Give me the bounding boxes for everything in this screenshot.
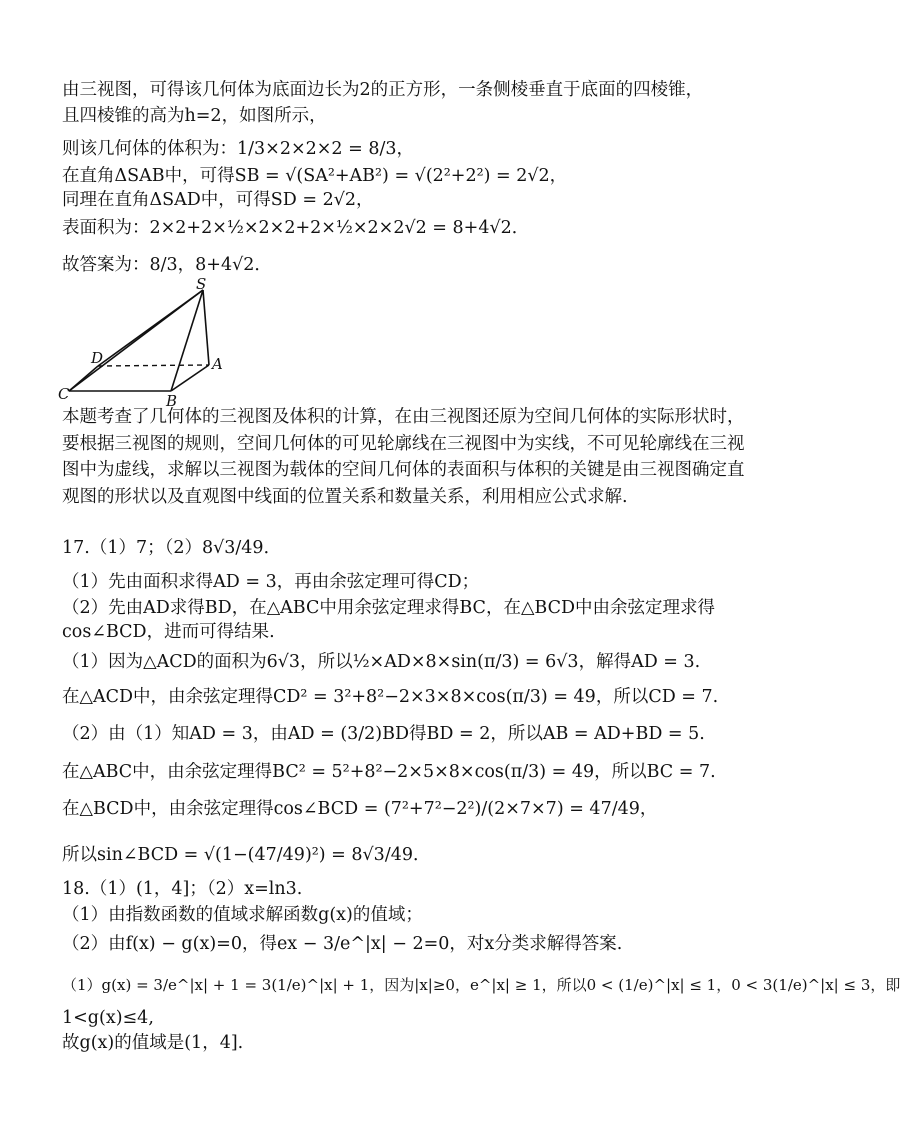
volume-line: 则该几何体的体积为：1/3×2×2×2 = 8/3，	[62, 139, 415, 159]
edge-sd	[98, 290, 203, 366]
label-c: C	[58, 385, 70, 403]
edge-da-hidden	[98, 365, 209, 366]
edge-ba	[171, 365, 209, 391]
surface-area-line: 表面积为：2×2+2×½×2×2+2×½×2×2√2 = 8+4√2．	[62, 218, 530, 238]
q17-step-5: 在△BCD中，由余弦定理得cos∠BCD = (7²+7²−2²)/(2×7×7) = 47/49，	[62, 799, 658, 819]
answer-line: 故答案为：8/3，8+4√2．	[62, 255, 272, 275]
label-d: D	[91, 349, 104, 367]
edge-cd	[69, 366, 98, 391]
q17-step-2: 在△ACD中，由余弦定理得CD² = 3²+8²−2×3×8×cos(π/3) = 49，所以CD = 7.	[62, 687, 719, 707]
label-b: B	[166, 392, 178, 410]
q17-hint-2: （2）先由AD求得BD，在△ABC中用余弦定理求得BC，在△BCD中由余弦定理求得	[62, 598, 716, 618]
q17-step-4: 在△ABC中，由余弦定理得BC² = 5²+8²−2×5×8×cos(π/3) = 49，所以BC = 7.	[62, 762, 716, 782]
q18-step-2: 1<g(x)≤4,	[62, 1008, 154, 1028]
label-s: S	[196, 275, 207, 293]
q18-conclusion: 故g(x)的值域是(1，4].	[62, 1033, 244, 1053]
q17-step-1: （1）因为△ACD的面积为6√3，所以½×AD×8×sin(π/3) = 6√3，解得AD = 3.	[62, 652, 701, 672]
q17-hint-1: （1）先由面积求得AD = 3，再由余弦定理可得CD；	[62, 572, 480, 592]
sd-line: 同理在直角ΔSAD中，可得SD = 2√2，	[62, 190, 374, 210]
solution-line-2: 且四棱锥的高为h=2，如图所示，	[62, 106, 327, 126]
solution-line-1: 由三视图，可得该几何体为底面边长为2的正方形，一条侧棱垂直于底面的四棱锥，	[62, 80, 704, 100]
pyramid-figure	[58, 275, 228, 410]
label-a: A	[212, 355, 223, 373]
q17-step-6: 所以sin∠BCD = √(1−(47/49)²) = 8√3/49．	[62, 845, 431, 865]
q18-hint-1: （1）由指数函数的值域求解函数g(x)的值域；	[62, 905, 423, 925]
edge-sa	[203, 290, 209, 365]
q17-step-3: （2）由（1）知AD = 3，由AD = (3/2)BD得BD = 2，所以AB = AD+BD = 5.	[62, 724, 705, 744]
q17-hint-3: cos∠BCD，进而可得结果.	[62, 622, 275, 642]
summary-paragraph: 本题考查了几何体的三视图及体积的计算，在由三视图还原为空间几何体的实际形状时，要根据三视图的规则，空间几何体的可见轮廓线在三视图中为实线，不可见轮廓线在三视图中为虚线，求解以三视图为载体的空间几何体的表面积与体积的关键是由三视图确定直观图的形状以及直观图中线面的位置关系和数量关系，利用相应公式求解.	[62, 407, 745, 507]
q18-hint-2: （2）由f(x) − g(x)=0，得ex − 3/e^|x| − 2=0，对x分类求解得答案.	[62, 934, 623, 954]
edge-sb	[171, 290, 203, 391]
sb-line: 在直角ΔSAB中，可得SB = √(SA²+AB²) = √(2²+2²) = 2√2，	[62, 166, 568, 186]
q18-step-1: （1）g(x) = 3/e^|x| + 1 = 3(1/e)^|x| + 1，因为|x|≥0，e^|x| ≥ 1，所以0 < (1/e)^|x| ≤ 1，0 < 3(1/e)^|x| ≤ 3，即	[62, 976, 900, 994]
q18-answer: 18.（1）(1，4]；（2）x=ln3.	[62, 879, 303, 899]
q17-answer: 17.（1）7；（2）8√3/49．	[62, 538, 282, 558]
